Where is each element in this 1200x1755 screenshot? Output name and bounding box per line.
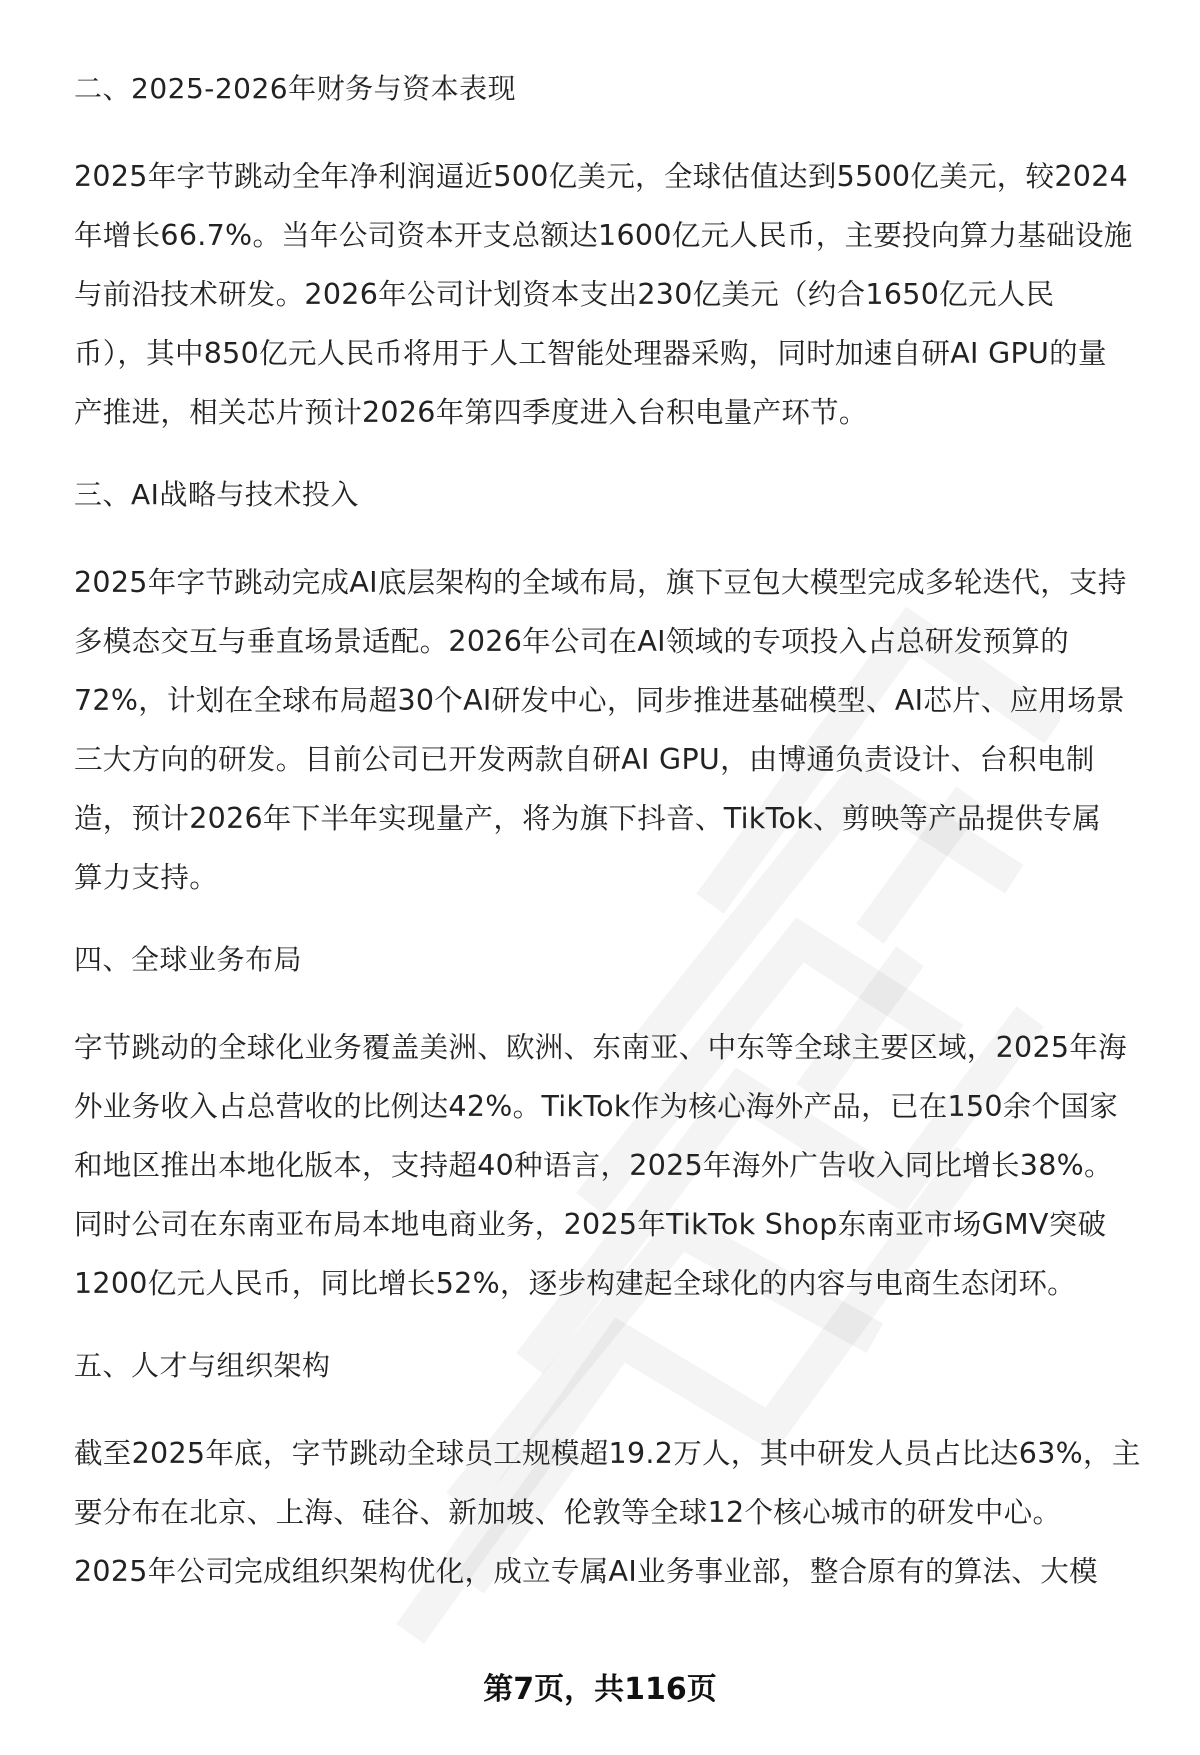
paragraph-ai-strategy (74, 553, 1152, 907)
paragraph-talent (74, 1424, 1152, 1601)
text-line: 币），其中850亿元人民币将用于人工智能处理器采购，同时加速自研AI GPU的量 (74, 337, 1107, 370)
text-line: 截至2025年底，字节跳动全球员工规模超19.2万人，其中研发人员占比达63%，主 (74, 1437, 1141, 1470)
text-line: 年增长66.7%。当年公司资本开支总额达1600亿元人民币，主要投向算力基础设施 (74, 219, 1133, 252)
section-heading-talent: 五、人才与组织架构 (74, 1349, 331, 1382)
text-line: 外业务收入占总营收的比例达42%。TikTok作为核心海外产品，已在150余个国家 (74, 1090, 1119, 1123)
text-line: 产推进，相关芯片预计2026年第四季度进入台积电量产环节。 (74, 396, 868, 429)
text-line: 要分布在北京、上海、硅谷、新加坡、伦敦等全球12个核心城市的研发中心。 (74, 1496, 1062, 1529)
paragraph-global-business (74, 1018, 1152, 1313)
text-line: 算力支持。 (74, 861, 219, 894)
article-content (74, 64, 1152, 1601)
text-line: 和地区推出本地化版本，支持超40种语言，2025年海外广告收入同比增长38%。 (74, 1149, 1113, 1182)
section-heading-global-business: 四、全球业务布局 (74, 943, 303, 976)
text-line: 72%，计划在全球布局超30个AI研发中心，同步推进基础模型、AI芯片、应用场景 (74, 684, 1125, 717)
text-line: 2025年字节跳动完成AI底层架构的全域布局，旗下豆包大模型完成多轮迭代，支持 (74, 566, 1127, 599)
text-line: 多模态交互与垂直场景适配。2026年公司在AI领域的专项投入占总研发预算的 (74, 625, 1070, 658)
section-heading-ai-strategy: 三、AI战略与技术投入 (74, 478, 359, 511)
text-line: 1200亿元人民币，同比增长52%，逐步构建起全球化的内容与电商生态闭环。 (74, 1267, 1076, 1300)
text-line: 三大方向的研发。目前公司已开发两款自研AI GPU，由博通负责设计、台积电制 (74, 743, 1095, 776)
text-line: 同时公司在东南亚布局本地电商业务，2025年TikTok Shop东南亚市场GMV突破 (74, 1208, 1107, 1241)
page-number-footer: 第7页，共116页 (483, 1672, 717, 1707)
text-line: 字节跳动的全球化业务覆盖美洲、欧洲、东南亚、中东等全球主要区域，2025年海 (74, 1031, 1127, 1064)
text-line: 造，预计2026年下半年实现量产，将为旗下抖音、TikTok、剪映等产品提供专属 (74, 802, 1101, 835)
section-heading-finance: 二、2025-2026年财务与资本表现 (74, 72, 517, 105)
text-line: 2025年字节跳动全年净利润逼近500亿美元，全球估值达到5500亿美元，较2024 (74, 160, 1129, 193)
paragraph-finance (74, 147, 1152, 442)
text-line: 与前沿技术研发。2026年公司计划资本支出230亿美元（约合1650亿元人民 (74, 278, 1055, 311)
text-line: 2025年公司完成组织架构优化，成立专属AI业务事业部，整合原有的算法、大模 (74, 1555, 1098, 1588)
